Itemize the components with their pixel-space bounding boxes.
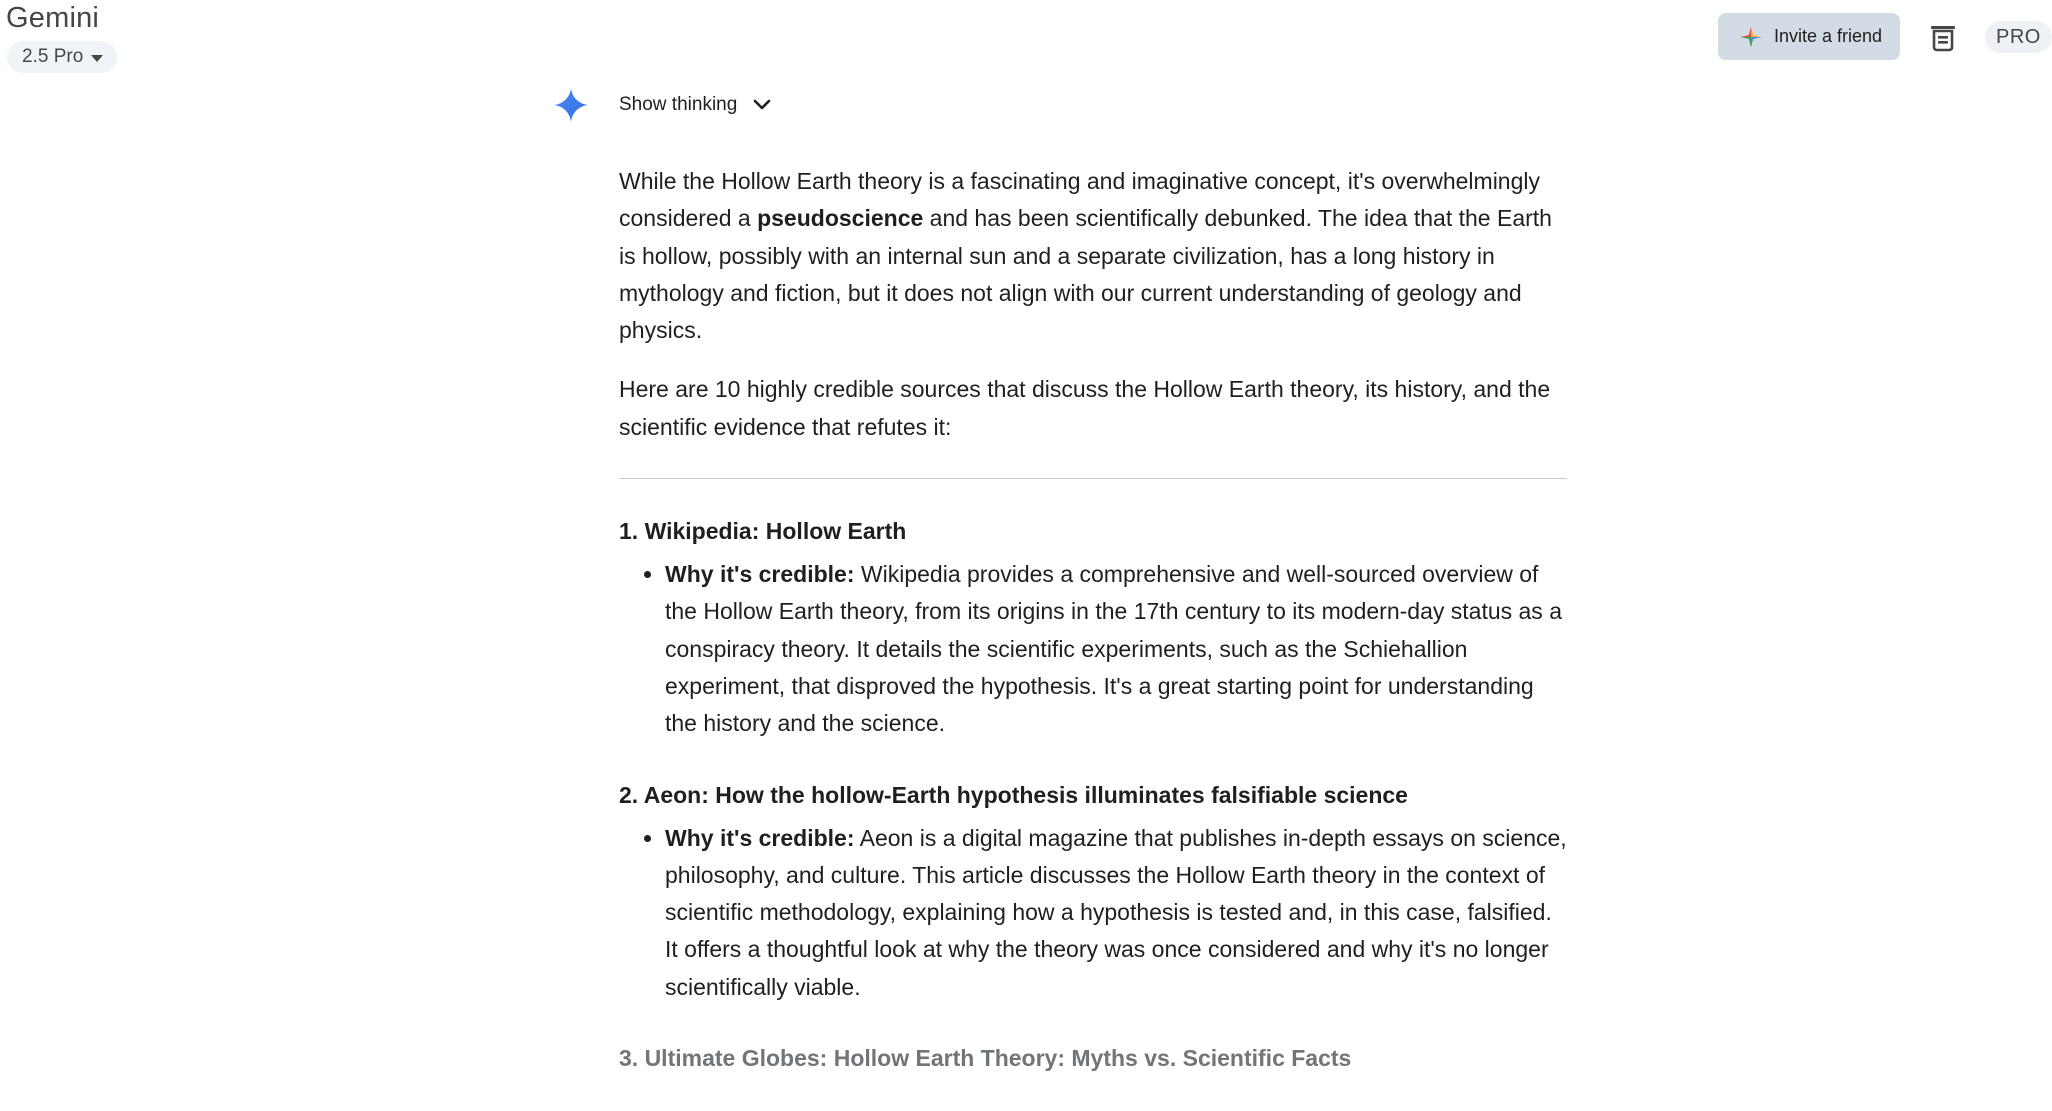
divider bbox=[619, 478, 1567, 479]
app-title: Gemini bbox=[6, 2, 100, 34]
delete-chat-button[interactable] bbox=[1924, 18, 1962, 56]
source-heading: 1. Wikipedia: Hollow Earth bbox=[619, 518, 907, 545]
chevron-down-icon bbox=[753, 99, 771, 111]
source-heading: 3. Ultimate Globes: Hollow Earth Theory: Myths vs. Scientific Facts bbox=[619, 1045, 1352, 1072]
bold-term: pseudoscience bbox=[757, 205, 924, 232]
source-item bbox=[619, 1040, 1567, 1077]
response-intro-paragraph: While the Hollow Earth theory is a fascinating and imaginative concept, it's overwhelmingly considered a pseudoscience and has been scientifically debunked. The idea that the Earth is hollow, possibly with an internal sun and a separate civilization, has a long history in mythology and fiction, but it does not align with our current understanding of geology and physics. bbox=[619, 168, 1552, 344]
show-thinking-toggle[interactable] bbox=[619, 90, 771, 120]
source-bullets bbox=[619, 556, 1567, 742]
source-item bbox=[619, 513, 1567, 742]
source-bullet: • Why it's credible: Aeon is a digital magazine that publishes in-depth essays on science, philosophy, and culture. This article discusses the Hollow Earth theory in the context of scientific methodology, explaining how a hypothesis is tested and, in this case, falsified. It offers a thoughtful look at why the theory was once considered and why it's no longer scientifically viable. bbox=[665, 820, 1567, 1006]
source-bullet: • Why it's credible: Wikipedia provides a comprehensive and well-sourced overview of the Hollow Earth theory, from its origins in the 17th century to its modern-day status as a conspiracy theory. It details the scientific experiments, such as the Schiehallion experiment, that disproved the hypothesis. It's a great starting point for understanding the history and the science. bbox=[665, 556, 1567, 742]
invite-friend-button[interactable] bbox=[1718, 13, 1900, 60]
pro-badge: PRO bbox=[1985, 21, 2052, 53]
model-response bbox=[619, 163, 1567, 1111]
source-heading: 2. Aeon: How the hollow-Earth hypothesis illuminates falsifiable science bbox=[619, 781, 1408, 808]
gemini-sparkle-icon bbox=[554, 88, 588, 122]
show-thinking-label: Show thinking bbox=[619, 94, 738, 115]
source-bullets bbox=[619, 820, 1567, 1006]
source-item bbox=[619, 777, 1567, 1006]
response-sources-intro: Here are 10 highly credible sources that discuss the Hollow Earth theory, its history, and the scientific evidence that refutes it: bbox=[619, 376, 1551, 440]
model-selector[interactable] bbox=[7, 41, 117, 73]
delete-chat-icon bbox=[1930, 23, 1956, 51]
caret-down-icon bbox=[91, 55, 103, 62]
model-name: 2.5 Pro bbox=[22, 46, 84, 67]
invite-label: Invite a friend bbox=[1774, 26, 1883, 46]
multicolor-sparkle-icon bbox=[1740, 26, 1762, 48]
